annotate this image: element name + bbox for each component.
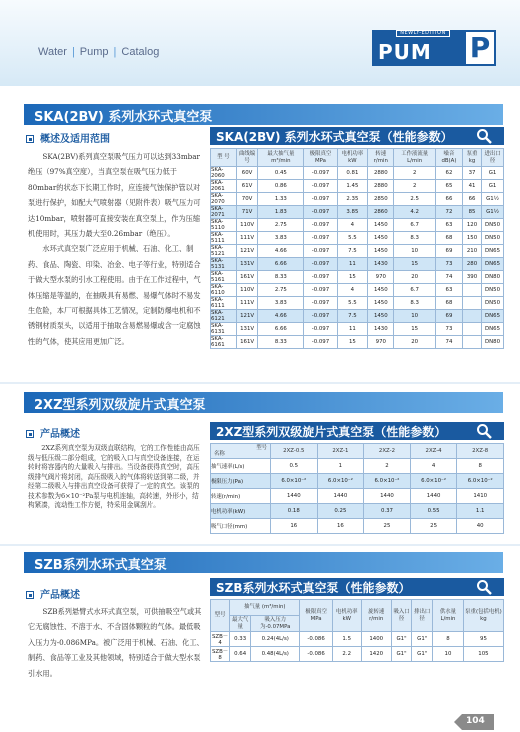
table-cell: -0.097 bbox=[304, 219, 337, 232]
table-cell: 41 bbox=[463, 180, 482, 193]
brand-subtitle: NEWLY-EDITION bbox=[396, 30, 450, 37]
table-cell: 150 bbox=[463, 232, 482, 245]
table-cell: 8 bbox=[433, 632, 464, 647]
col-outlet: 排出口径 bbox=[412, 600, 433, 632]
table-cell: 5.5 bbox=[337, 232, 368, 245]
table-cell: 11 bbox=[337, 258, 368, 271]
table-cell: DN80 bbox=[482, 336, 504, 349]
table-cell: 2.75 bbox=[258, 219, 304, 232]
sub-heading-ska bbox=[26, 130, 110, 145]
table-cell: 1.1 bbox=[457, 504, 504, 519]
table-cell: 6.0×10⁻² bbox=[317, 474, 364, 489]
table-cell: SKA-5111 bbox=[211, 232, 237, 245]
col-model: 型号 bbox=[211, 600, 230, 632]
column-header: 2XZ-4 bbox=[410, 444, 457, 459]
table-row bbox=[211, 504, 504, 519]
col-power: 电机功率 kW bbox=[332, 600, 361, 632]
table-cell: SZB－8 bbox=[211, 647, 230, 662]
table-cell: 2.35 bbox=[337, 193, 368, 206]
catalog-word: Water bbox=[38, 46, 67, 58]
perf-bar-szb bbox=[210, 578, 504, 596]
table-row bbox=[211, 245, 504, 258]
table-cell: 0.25 bbox=[317, 504, 364, 519]
table-row bbox=[211, 297, 504, 310]
table-cell: 2 bbox=[394, 180, 435, 193]
column-header: 噪音 dB(A) bbox=[435, 149, 462, 167]
sub-heading-text: 概述及适用范围 bbox=[40, 134, 110, 145]
table-cell: 8.3 bbox=[394, 297, 435, 310]
sub-heading-szb bbox=[26, 586, 80, 601]
table-row bbox=[211, 519, 504, 534]
table-cell: -0.097 bbox=[304, 271, 337, 284]
table-cell: 3.83 bbox=[258, 297, 304, 310]
table-cell: 66 bbox=[463, 193, 482, 206]
table-cell: -0.097 bbox=[304, 180, 337, 193]
table-cell: G1" bbox=[391, 632, 412, 647]
table-row bbox=[211, 232, 504, 245]
square-bullet-icon bbox=[26, 430, 34, 438]
table-cell: SKA-2070 bbox=[211, 193, 237, 206]
table-cell: 110V bbox=[236, 219, 258, 232]
ska-description bbox=[28, 149, 204, 349]
table-cell: 0.64 bbox=[230, 647, 251, 662]
table-cell: 131V bbox=[236, 323, 258, 336]
table-cell: 4.66 bbox=[258, 245, 304, 258]
table-cell: 95 bbox=[463, 632, 503, 647]
column-header: 转速 r/min bbox=[368, 149, 394, 167]
table-header-row bbox=[211, 149, 504, 167]
table-cell: 10 bbox=[394, 310, 435, 323]
table-row bbox=[211, 336, 504, 349]
catalog-title: Water | Pump | Catalog bbox=[38, 46, 160, 58]
table-cell: 6.66 bbox=[258, 323, 304, 336]
table-cell: G1" bbox=[412, 632, 433, 647]
table-cell: G1" bbox=[391, 647, 412, 662]
header-corner-top: 型号 bbox=[256, 444, 267, 451]
table-cell: 121V bbox=[236, 245, 258, 258]
table-row bbox=[211, 459, 504, 474]
szb-perf-table bbox=[210, 599, 504, 662]
table-cell: SKA-6161 bbox=[211, 336, 237, 349]
sub-heading-2xz bbox=[26, 425, 80, 440]
table-cell: 110V bbox=[236, 284, 258, 297]
table-cell: 10 bbox=[394, 245, 435, 258]
table-row bbox=[211, 167, 504, 180]
row-label: 转速(r/min) bbox=[211, 489, 271, 504]
divider bbox=[0, 544, 520, 546]
table-cell: 0.86 bbox=[258, 180, 304, 193]
table-cell: 62 bbox=[435, 167, 462, 180]
table-cell: 0.24(4L/s) bbox=[251, 632, 300, 647]
header-corner bbox=[211, 444, 271, 459]
table-cell: 2880 bbox=[368, 167, 394, 180]
table-cell bbox=[463, 323, 482, 336]
table-row bbox=[211, 284, 504, 297]
table-cell: 73 bbox=[435, 258, 462, 271]
table-cell: SKA-2061 bbox=[211, 180, 237, 193]
table-cell: 25 bbox=[410, 519, 457, 534]
paragraph: 2XZ系列真空泵为双级直联结构，它的工作性能由高压级与低压级二部分组成，它的吸入口与真空设备连接，在运转时将容器内的大量吸入与排出。当设备获得真空时，高压级排气阀片将封闭，高压级吸入的气体将转送到第二级，并经第二级吸入与排出真空设备可获得了一定的真空。该泵的技术参数为6×10⁻²Pa泵与电机连轴，高转速，外形小，结构紧凑，流动性工作方便，特采用金属刮片。 bbox=[28, 444, 200, 509]
table-cell: -0.097 bbox=[304, 310, 337, 323]
perf-bar-ska bbox=[210, 127, 504, 145]
table-row bbox=[211, 193, 504, 206]
table-cell: DN50 bbox=[482, 232, 504, 245]
table-cell: 8.33 bbox=[258, 336, 304, 349]
paragraph: SKA(2BV)系列真空泵吸气压力可以达到33mbar绝压（97%真空度），当真空泵在吸气压力低于80mbar的状态下长期工作时，应连接气蚀保护管以对泵进行保护，如配大气喷射器（见附件表）吸气压力可达10mbar，喷射器可直接安装在真空泵上，作为压缩机使用时，其压力最大至0.26mbar（绝压）。 bbox=[28, 152, 201, 239]
column-header: 2XZ-2 bbox=[364, 444, 411, 459]
row-label: 吸气口径(mm) bbox=[211, 519, 271, 534]
divider bbox=[0, 382, 520, 384]
table-cell: SKA-6131 bbox=[211, 323, 237, 336]
table-cell: 10 bbox=[433, 647, 464, 662]
table-row bbox=[211, 271, 504, 284]
table-cell: 70V bbox=[236, 193, 258, 206]
table-cell: 4.2 bbox=[394, 206, 435, 219]
sub-heading-text: 产品概述 bbox=[40, 590, 80, 601]
column-header: 泵重 kg bbox=[463, 149, 482, 167]
table-cell: 1.33 bbox=[258, 193, 304, 206]
table-cell: -0.097 bbox=[304, 232, 337, 245]
table-cell: 63 bbox=[435, 219, 462, 232]
table-cell: 0.37 bbox=[364, 504, 411, 519]
magnifier-icon bbox=[476, 128, 492, 144]
table-cell: 2.5 bbox=[394, 193, 435, 206]
table-cell: 85 bbox=[463, 206, 482, 219]
table-cell: 61V bbox=[236, 180, 258, 193]
table-cell: 1.83 bbox=[258, 206, 304, 219]
table-cell: 1440 bbox=[271, 489, 318, 504]
szb-description bbox=[28, 604, 204, 681]
table-row bbox=[211, 180, 504, 193]
table-row bbox=[211, 489, 504, 504]
table-cell bbox=[463, 284, 482, 297]
table-cell: 1440 bbox=[364, 489, 411, 504]
table-cell: -0.097 bbox=[304, 297, 337, 310]
table-cell: SKA-5161 bbox=[211, 271, 237, 284]
table-cell: DN50 bbox=[482, 219, 504, 232]
table-cell: 111V bbox=[236, 297, 258, 310]
table-cell: SKA-6110 bbox=[211, 284, 237, 297]
table-cell: -0.097 bbox=[304, 206, 337, 219]
table-cell: 4 bbox=[337, 284, 368, 297]
col-airflow-at: 吸入压力为-0.07MPa bbox=[251, 616, 300, 632]
table-cell: 0.5 bbox=[271, 459, 318, 474]
table-cell: -0.097 bbox=[304, 245, 337, 258]
table-cell: 68 bbox=[435, 232, 462, 245]
table-header-row bbox=[211, 444, 504, 459]
table-cell: 1450 bbox=[368, 232, 394, 245]
section-title-2xz: 2XZ型系列双级旋片式真空泵 bbox=[34, 398, 206, 413]
table-cell: 161V bbox=[236, 271, 258, 284]
table-cell: SZB－4 bbox=[211, 632, 230, 647]
table-cell: 2 bbox=[364, 459, 411, 474]
table-cell: DN65 bbox=[482, 310, 504, 323]
ska-perf-table bbox=[210, 148, 504, 349]
magnifier-icon bbox=[476, 423, 492, 439]
table-cell: 65 bbox=[435, 180, 462, 193]
square-bullet-icon bbox=[26, 135, 34, 143]
catalog-word: Catalog bbox=[121, 46, 160, 58]
col-weight: 泵重(包括电机) kg bbox=[463, 600, 503, 632]
table-cell: 1440 bbox=[410, 489, 457, 504]
table-cell: 970 bbox=[368, 336, 394, 349]
table-cell: SKA-5131 bbox=[211, 258, 237, 271]
table-cell: 105 bbox=[463, 647, 503, 662]
column-header: 工作液流量 L/min bbox=[394, 149, 435, 167]
table-cell: G1½ bbox=[482, 193, 504, 206]
table-cell: 3.83 bbox=[258, 232, 304, 245]
table-cell: DN65 bbox=[482, 245, 504, 258]
table-cell: 71V bbox=[236, 206, 258, 219]
table-cell: 1450 bbox=[368, 310, 394, 323]
row-label: 电机功率(kW) bbox=[211, 504, 271, 519]
table-cell: 6.0×10⁻² bbox=[271, 474, 318, 489]
table-cell: G1½ bbox=[482, 206, 504, 219]
table-cell: SKA-2060 bbox=[211, 167, 237, 180]
table-cell: 5.5 bbox=[337, 297, 368, 310]
table-cell: 2880 bbox=[368, 180, 394, 193]
table-cell: 6.7 bbox=[394, 219, 435, 232]
table-cell: 74 bbox=[435, 336, 462, 349]
column-header: 极限真空 MPa bbox=[304, 149, 337, 167]
magnifier-icon bbox=[476, 579, 492, 595]
table-cell: DN50 bbox=[482, 284, 504, 297]
table-cell: 0.55 bbox=[410, 504, 457, 519]
table-cell: 2860 bbox=[368, 206, 394, 219]
table-cell: -0.086 bbox=[300, 647, 332, 662]
table-cell: 1.45 bbox=[337, 180, 368, 193]
table-cell: 8.3 bbox=[394, 232, 435, 245]
table-row bbox=[211, 647, 504, 662]
row-label: 抽气速率(L/s) bbox=[211, 459, 271, 474]
column-header: 进出口径 bbox=[482, 149, 504, 167]
table-cell: 131V bbox=[236, 258, 258, 271]
table-cell: 2.2 bbox=[332, 647, 361, 662]
table-cell: G1 bbox=[482, 180, 504, 193]
column-header: 2XZ-0.5 bbox=[271, 444, 318, 459]
table-cell: 6.0×10⁻² bbox=[410, 474, 457, 489]
column-header: 2XZ-1 bbox=[317, 444, 364, 459]
table-cell: 68 bbox=[435, 297, 462, 310]
column-header: 电机功率 kW bbox=[337, 149, 368, 167]
table-cell: 16 bbox=[317, 519, 364, 534]
brand-word: PUM bbox=[378, 40, 432, 64]
table-cell: 6.0×10⁻² bbox=[364, 474, 411, 489]
table-cell: 8.33 bbox=[258, 271, 304, 284]
table-cell: 2850 bbox=[368, 193, 394, 206]
table-cell: 6.7 bbox=[394, 284, 435, 297]
table-cell: -0.097 bbox=[304, 167, 337, 180]
table-cell: 6.0×10⁻² bbox=[457, 474, 504, 489]
table-cell: 1420 bbox=[361, 647, 391, 662]
table-cell: 4.66 bbox=[258, 310, 304, 323]
table-row bbox=[211, 474, 504, 489]
table-cell: SKA-5110 bbox=[211, 219, 237, 232]
table-cell bbox=[463, 336, 482, 349]
table-cell: 7.5 bbox=[337, 245, 368, 258]
table-cell: 3.85 bbox=[337, 206, 368, 219]
table-cell: 7.5 bbox=[337, 310, 368, 323]
col-water: 供水量 L/min bbox=[433, 600, 464, 632]
table-cell: 970 bbox=[368, 271, 394, 284]
table-cell: 74 bbox=[435, 271, 462, 284]
table-cell: 72 bbox=[435, 206, 462, 219]
table-row bbox=[211, 310, 504, 323]
paragraph: 水环式真空泵广泛应用于机械、石油、化工、制药、食品、陶瓷、印染、冶金、电子等行业，特别适合于做大型水泵的引水工程使用。由于在工作过程中，气体压缩是等温的，在抽吸具有易燃、易爆气体时不易发生危险，本厂可根据具体工艺情况，定制防爆电机和不锈钢材质泵头，以适用于抽取含易燃易爆或含一定腐蚀性的气体，使其应用更加广泛。 bbox=[28, 244, 201, 346]
table-cell: 1410 bbox=[457, 489, 504, 504]
sub-heading-text: 产品概述 bbox=[40, 429, 80, 440]
table-cell: 15 bbox=[337, 271, 368, 284]
table-cell: 2 bbox=[394, 167, 435, 180]
row-label: 极限压力(Pa) bbox=[211, 474, 271, 489]
table-row bbox=[211, 323, 504, 336]
column-header: 型 号 bbox=[211, 149, 237, 167]
2xz-perf-table bbox=[210, 443, 504, 534]
table-cell: -0.097 bbox=[304, 258, 337, 271]
table-row bbox=[211, 258, 504, 271]
section-title-szb: SZB系列水环式真空泵 bbox=[34, 558, 167, 573]
table-cell: 20 bbox=[394, 336, 435, 349]
table-cell: 0.48(4L/s) bbox=[251, 647, 300, 662]
table-cell: SKA-6111 bbox=[211, 297, 237, 310]
col-airflow: 抽气量 (m³/min) bbox=[230, 600, 300, 616]
table-cell: 73 bbox=[435, 323, 462, 336]
table-cell: 210 bbox=[463, 245, 482, 258]
table-cell: 0.33 bbox=[230, 632, 251, 647]
table-cell: 1450 bbox=[368, 219, 394, 232]
column-header: 最大抽气量 m³/min bbox=[258, 149, 304, 167]
paragraph: SZB系列悬臂式水环式真空泵，可供抽吸空气或其它无腐蚀性、不溶于水、不含固体颗粒的气体。最低吸入压力为-0.086MPa。被广泛用于机械、石油、化工、制药、食品等工业及其他领域，特别适合于做大型水泵引水用。 bbox=[28, 607, 204, 678]
table-cell: 15 bbox=[394, 323, 435, 336]
table-cell: 161V bbox=[236, 336, 258, 349]
table-cell: SKA-2071 bbox=[211, 206, 237, 219]
table-cell bbox=[463, 310, 482, 323]
table-cell: 120 bbox=[463, 219, 482, 232]
table-cell: 1430 bbox=[368, 323, 394, 336]
table-cell: 4 bbox=[337, 219, 368, 232]
col-inlet: 吸入口径 bbox=[391, 600, 412, 632]
table-cell: 111V bbox=[236, 232, 258, 245]
table-cell: 16 bbox=[271, 519, 318, 534]
table-cell: 2.75 bbox=[258, 284, 304, 297]
brand-letter: P bbox=[466, 32, 494, 64]
table-cell: SKA-6121 bbox=[211, 310, 237, 323]
table-cell: 1440 bbox=[317, 489, 364, 504]
table-cell: 1450 bbox=[368, 245, 394, 258]
col-airflow-max: 最大气量 bbox=[230, 616, 251, 632]
table-cell: -0.097 bbox=[304, 336, 337, 349]
table-cell: 40 bbox=[457, 519, 504, 534]
table-cell: DN50 bbox=[482, 297, 504, 310]
table-cell: G1" bbox=[412, 647, 433, 662]
table-cell: 1430 bbox=[368, 258, 394, 271]
table-cell: 4 bbox=[410, 459, 457, 474]
table-cell: 11 bbox=[337, 323, 368, 336]
col-vacuum: 极限真空 MPa bbox=[300, 600, 332, 632]
table-cell: G1 bbox=[482, 167, 504, 180]
section-title-ska: SKA(2BV) 系列水环式真空泵 bbox=[34, 110, 213, 125]
table-cell: -0.097 bbox=[304, 193, 337, 206]
table-row bbox=[211, 632, 504, 647]
table-cell: 15 bbox=[337, 336, 368, 349]
perf-title-szb: SZB系列水环式真空泵（性能参数） bbox=[216, 581, 411, 595]
col-speed: 旋转速 r/min bbox=[361, 600, 391, 632]
table-cell: SKA-5121 bbox=[211, 245, 237, 258]
column-header: 曲线编号 bbox=[236, 149, 258, 167]
table-cell: 0.45 bbox=[258, 167, 304, 180]
perf-title-2xz: 2XZ型系列双级旋片式真空泵（性能参数） bbox=[216, 425, 447, 439]
table-cell: -0.097 bbox=[304, 284, 337, 297]
table-cell: 69 bbox=[435, 245, 462, 258]
table-cell: 8 bbox=[457, 459, 504, 474]
2xz-description bbox=[28, 444, 204, 511]
table-cell: 15 bbox=[394, 258, 435, 271]
table-cell: 25 bbox=[364, 519, 411, 534]
page-number: 104 bbox=[466, 716, 485, 726]
column-header: 2XZ-8 bbox=[457, 444, 504, 459]
table-cell: 20 bbox=[394, 271, 435, 284]
table-cell: 1450 bbox=[368, 297, 394, 310]
table-cell: 1.5 bbox=[332, 632, 361, 647]
table-cell: 1400 bbox=[361, 632, 391, 647]
table-cell: 0.81 bbox=[337, 167, 368, 180]
table-cell: 6.66 bbox=[258, 258, 304, 271]
catalog-word: Pump bbox=[79, 46, 109, 58]
perf-bar-2xz bbox=[210, 422, 504, 440]
table-cell: DN80 bbox=[482, 271, 504, 284]
table-cell: 63 bbox=[435, 284, 462, 297]
perf-title-ska: SKA(2BV) 系列水环式真空泵（性能参数） bbox=[216, 130, 453, 144]
table-cell: 1450 bbox=[368, 284, 394, 297]
table-row bbox=[211, 206, 504, 219]
table-cell: 69 bbox=[435, 310, 462, 323]
table-cell: 0.18 bbox=[271, 504, 318, 519]
table-cell: 280 bbox=[463, 258, 482, 271]
square-bullet-icon bbox=[26, 591, 34, 599]
table-cell: -0.097 bbox=[304, 323, 337, 336]
table-cell: DN65 bbox=[482, 323, 504, 336]
table-cell: -0.086 bbox=[300, 632, 332, 647]
table-cell: 37 bbox=[463, 167, 482, 180]
table-cell bbox=[463, 297, 482, 310]
table-cell: 390 bbox=[463, 271, 482, 284]
table-cell: 1 bbox=[317, 459, 364, 474]
table-cell: 121V bbox=[236, 310, 258, 323]
table-cell: DN65 bbox=[482, 258, 504, 271]
table-row bbox=[211, 219, 504, 232]
table-cell: 60V bbox=[236, 167, 258, 180]
header-corner-bottom: 名称 bbox=[214, 451, 225, 457]
table-cell: 66 bbox=[435, 193, 462, 206]
